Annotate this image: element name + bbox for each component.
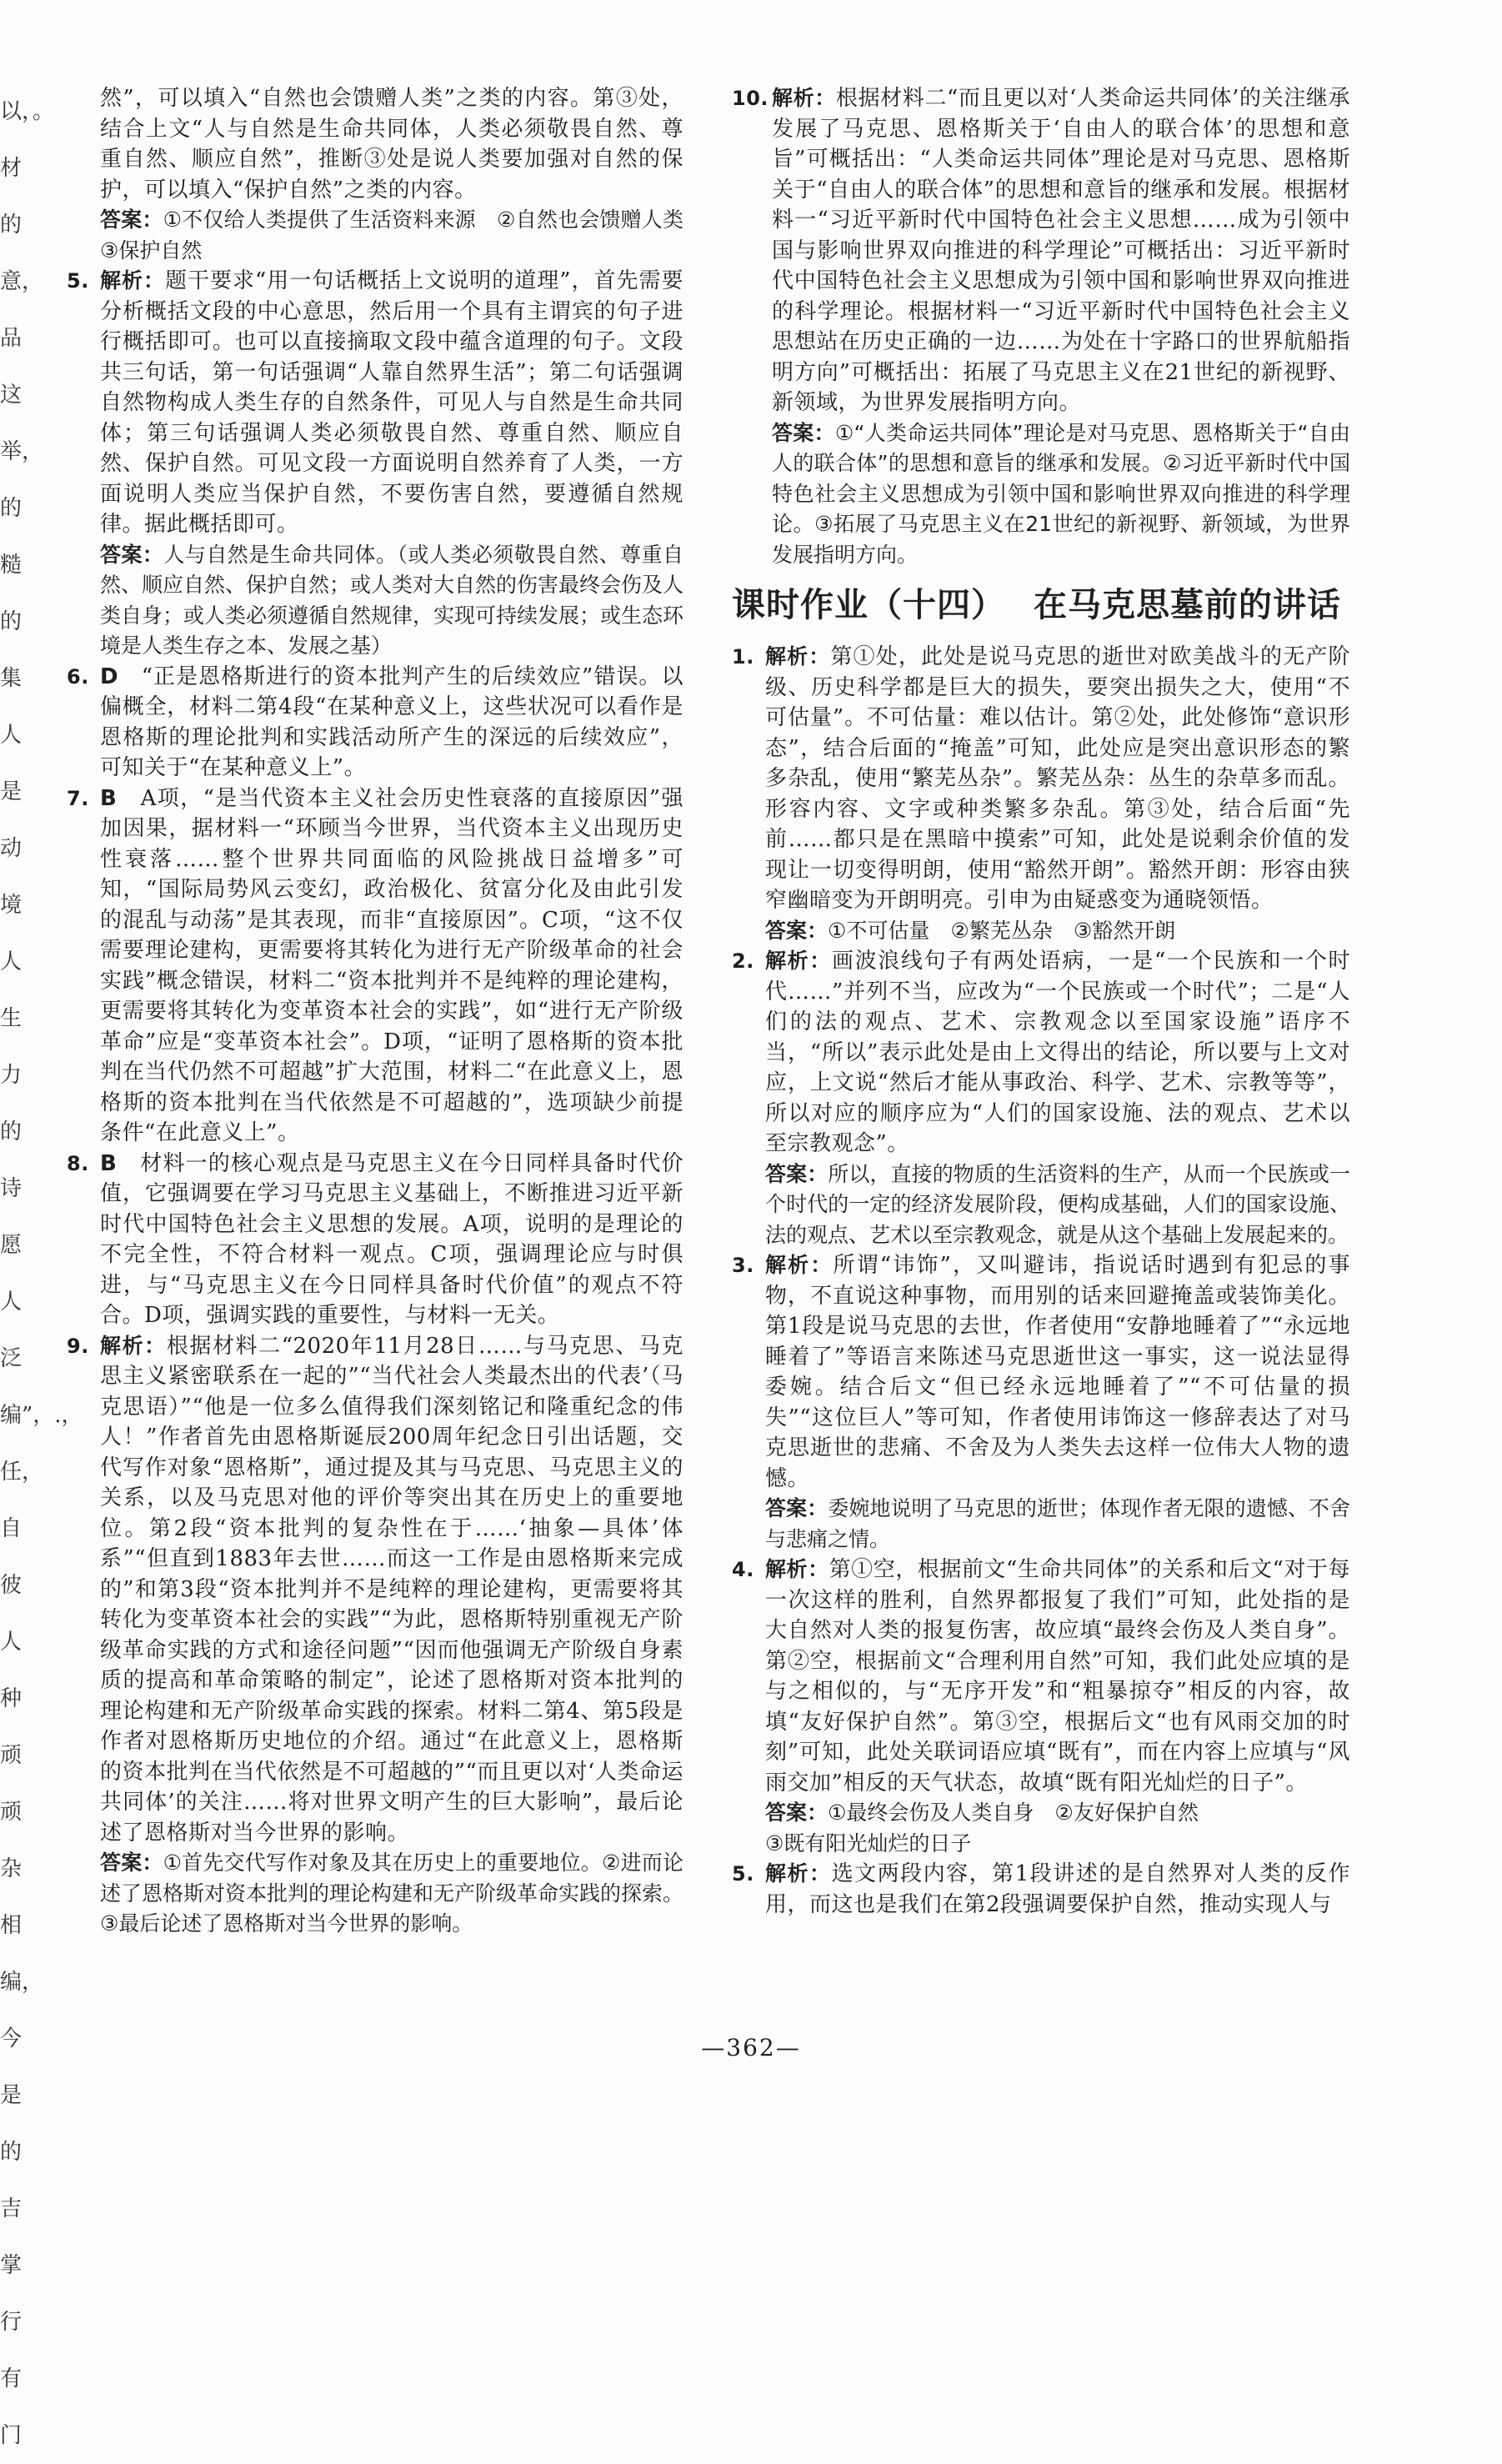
analysis-text: 画波浪线句子有两处语病，一是“一个民族和一个时代……”并列不当，应改为“一个民族或一个时代”；二是“人们的法的观点、艺术、宗教观念以至国家设施”语序不当，“所以”表示此处是由上文得出的结论，所以要与上文对应，上文说“然后才能从事政治、科学、艺术、宗教等等”，所以对应的顺序应为“人们的国家设施、法的观点、艺术以至宗教观念”。 [765,949,1350,1156]
analysis-label: 解析： [772,86,836,110]
question-8 [67,1149,683,1331]
question-6 [67,662,683,784]
analysis-label: 解析： [765,1861,832,1886]
section-answer-4-continued: ③既有阳光灿烂的日子 [765,1830,972,1856]
adjacent-page-margin-text: 以，。材的意，品这举，的糙的集人是动境人生力的诗愿人泛编”，.，任，自彼人种顽顽杂相编，今是的吉掌行有门 [0,99,83,2448]
section-title-label: 课时作业（十四） [732,586,1005,624]
analysis-label: 解析： [765,949,832,973]
question-10 [732,83,1350,418]
question-number: 7. [67,786,89,810]
analysis-label: 解析： [765,1253,834,1277]
analysis-text: 根据材料二“2020年11月28日……与马克思、马克思主义紧密联系在一起的”“当代社会人类最杰出的代表’（马克思语）”“他是一位多么值得我们深刻铭记和隆重纪念的伟人！”作者首先由恩格斯诞辰200周年纪念日引出话题，交代写作对象“恩格斯”，通过提及其与马克思、马克思主义的关系，以及马克思对他的评价等突出其在历史上的重要地位。第2段“资本批判的复杂性在于……‘抽象—具体’体系”“但直到1883年去世……而这一工作是由恩格斯来完成的”和第3段“资本批判并不是纯粹的理论建构，更需要将其转化为变革资本社会的实践”“为此，恩格斯特别重视无产阶级革命实践的方式和途径问题”“因而他强调无产阶级自身素质的提高和革命策略的制定”，论述了恩格斯对资本批判的理论构建和无产阶级革命实践的探索。材料二第4、第5段是作者对恩格斯历史地位的介绍。通过“在此意义上，恩格斯的资本批判在当代依然是不可超越的”“而且更以对‘人类命运共同体’的关注……将对世界文明产生的巨大影响”，最后论述了恩格斯对当今世界的影响。 [100,1333,683,1845]
question-number: 5. [67,269,89,293]
analysis-text: “正是恩格斯进行的资本批判产生的后续效应”错误。以偏概全，材料二第4段“在某种意义上，这些状况可以看作是恩格斯的理论批判和实践活动所产生的深远的后续效应”，可知关于“在某种意义上”。 [100,664,683,780]
answer-5: 答案：人与自然是生命共同体。（或人类必须敬畏自然、尊重自然、顺应自然、保护自然；或人类对大自然的伤害最终会伤及人类自身；或人类必须遵循自然规律，实现可持续发展；或生态环境是人类生存之本、发展之基） [100,542,684,658]
continued-analysis: 然”，可以填入“自然也会馈赠人类”之类的内容。第③处，结合上文“人与自然是生命共同体，人类必须敬畏自然、尊重自然、顺应自然”，推断③处是说人类要加强对自然的保护，可以填入“保护自然”之类的内容。 [100,86,683,203]
analysis-label: 解析： [765,1557,829,1581]
section-answer-1: 答案：①不可估量 ②繁芜丛杂 ③豁然开朗 [765,918,1176,943]
right-column [732,83,1350,1920]
answer-prev: 答案：①不仅给人类提供了生活资料来源 ②自然也会馈赠人类 ③保护自然 [100,208,705,263]
choice-letter: B [100,1150,118,1176]
question-number: 1. [732,645,754,669]
analysis-text: 所谓“讳饰”，又叫避讳，指说话时遇到有犯忌的事物，不直说这种事物，而用别的话来回避掩盖或装饰美化。第1段是说马克思的去世，作者使用“安静地睡着了”“永远地睡着了”等语言来陈述马克思逝世这一事实，这一说法显得委婉。结合后文“但已经永远地睡着了”“不可估量的损失”“这位巨人”等可知，作者使用讳饰这一修辞表达了对马克思逝世的悲痛、不舍及为人类失去这样一位伟大人物的遗憾。 [765,1253,1350,1491]
question-number: 6. [67,664,89,689]
analysis-text: 材料一的核心观点是马克思主义在今日同样具备时代价值，它强调要在学习马克思主义基础上，不断推进习近平新时代中国特色社会主义思想的发展。A项，说明的是理论的不完全性，不符合材料一观点。C项，强调理论应与时俱进，与“马克思主义在今日同样具备时代价值”的观点不符合。D项，强调实践的重要性，与材料一无关。 [100,1150,683,1328]
section-answer-3: 答案：委婉地说明了马克思的逝世；体现作者无限的遗憾、不舍与悲痛之情。 [765,1496,1350,1551]
answer-label: 答案： [765,1800,829,1825]
left-column [67,83,705,1940]
answer-9: 答案：①首先交代写作对象及其在历史上的重要地位。②进而论述了恩格斯对资本批判的理论构建和无产阶级革命实践的探索。③最后论述了恩格斯对当今世界的影响。 [100,1851,684,1936]
question-number: 5. [732,1862,754,1886]
section-question-3 [732,1250,1350,1494]
question-9 [67,1331,683,1849]
page-number: —362— [701,2034,801,2061]
analysis-label: 解析： [100,1333,167,1358]
choice-letter: D [100,664,119,689]
analysis-text: A项，“是当代资本主义社会历史性衰落的直接原因”强加因果，据材料一“环顾当今世界，当代资本主义出现历史性衰落……整个世界共同面临的风险挑战日益增多”可知，“国际局势风云变幻，政治极化、贫富分化及由此引发的混乱与动荡”是其表现，而非“直接原因”。C项，“这不仅需要理论建构，更需要将其转化为进行无产阶级革命的社会实践”概念错误，材料二“资本批判并不是纯粹的理论建构，更需要将其转化为变革资本社会的实践”，如“进行无产阶级革命”应是“变革资本社会”。D项，“证明了恩格斯的资本批判在当代仍然不可超越”扩大范围，材料二“在此意义上，恩格斯的资本批判在当代依然是不可超越的”，选项缺少前提条件“在此意义上”。 [100,785,683,1145]
question-number: 3. [732,1254,754,1277]
section-question-4 [732,1555,1350,1798]
analysis-label: 解析： [765,644,831,669]
choice-letter: B [100,785,118,811]
answer-label: 答案： [765,1496,829,1520]
question-number: 8. [67,1151,89,1175]
analysis-text: 根据材料二“而且更以对‘人类命运共同体’的关注继承发展了马克思、恩格斯关于‘自由人的联合体’的思想和意旨”可概括出：“人类命运共同体”理论是对马克思、恩格斯关于“自由人的联合体”的思想和意旨的继承和发展。根据材料一“习近平新时代中国特色社会主义思想……成为引领中国与影响世界双向推进的科学理论”可概括出：习近平新时代中国特色社会主义思想成为引领中国和影响世界双向推进的科学理论。根据材料一“习近平新时代中国特色社会主义思想站在历史正确的一边……为处在十字路口的世界航船指明方向”可概括出：拓展了马克思主义在21世纪的新视野、新领域，为世界发展指明方向。 [772,86,1350,415]
question-5 [67,266,683,540]
section-answer-4: 答案：①最终会伤及人类自身 ②友好保护自然 [765,1800,1199,1825]
question-7 [67,784,683,1149]
analysis-text: 题干要求“用一句话概括上文说明的道理”，首先需要分析概括文段的中心意思，然后用一个具有主谓宾的句子进行概括即可。也可以直接摘取文段中蕴含道理的句子。文段共三句话，第一句话强调“人靠自然界生活”；第二句话强调自然物构成人类生存的自然条件，可见人与自然是生命共同体；第三句话强调人类必须敬畏自然、尊重自然、顺应自然、保护自然。可见文段一方面说明自然养育了人类，一方面说明人类应当保护自然，不要伤害自然，要遵循自然规律。据此概括即可。 [100,268,683,537]
answer-label: 答案： [765,918,829,943]
question-number: 9. [67,1334,89,1358]
section-question-5 [732,1859,1350,1920]
analysis-text: 选文两段内容，第1段讲述的是自然界对人类的反作用，而这也是我们在第2段强调要保护自然，推动实现人与 [765,1861,1350,1917]
answer-label: 答案： [100,208,163,232]
analysis-text: 第①处，此处是说马克思的逝世对欧美战斗的无产阶级、历史科学都是巨大的损失，要突出损失之大，使用“不可估量”。不可估量：难以估计。第②处，此处修饰“意识形态”，结合后面的“掩盖”可知，此处应是突出意识形态的繁多杂乱，使用“繁芜丛杂”。繁芜丛杂：丛生的杂草多而乱。形容内容、文字或种类繁多杂乱。第③处，结合后面“先前……都只是在黑暗中摸索”可知，此处是说剩余价值的发现让一切变得明朗，使用“豁然开朗”。豁然开朗：形容由狭窄幽暗变为开朗明亮。引申为由疑惑变为通晓领悟。 [765,644,1350,913]
section-title-text: 在马克思墓前的讲话 [1034,586,1341,624]
answer-label: 答案： [772,420,835,445]
answer-label: 答案： [765,1161,829,1186]
analysis-label: 解析： [100,268,165,293]
section-title [732,580,1350,630]
question-number: 10. [732,87,769,110]
answer-10: 答案：①“人类命运共同体”理论是对马克思、恩格斯关于“自由人的联合体”的思想和意旨的继承和发展。②习近平新时代中国特色社会主义思想成为引领中国和影响世界双向推进的科学理论。③拓展了马克思主义在21世纪的新视野、新领域，为世界发展指明方向。 [772,420,1350,567]
section-question-2 [732,946,1350,1159]
analysis-text: 第①空，根据前文“生命共同体”的关系和后文“对于每一次这样的胜利，自然界都报复了我们”可知，此处指的是大自然对人类的报复伤害，故应填“最终会伤及人类自身”。第②空，根据前文“合理利用自然”可知，我们此处应填的是与之相似的，与“无序开发”和“粗暴掠夺”相反的内容，故填“友好保护自然”。第③空，根据后文“也有风雨交加的时刻”可知，此处关联词语应填“既有”，而在内容上应填与“风雨交加”相反的天气状态，故填“既有阳光灿烂的日子”。 [765,1557,1350,1795]
section-question-1 [732,642,1350,916]
question-number: 4. [732,1558,754,1581]
answer-label: 答案： [100,1851,163,1875]
answer-label: 答案： [100,542,164,567]
section-answer-2: 答案：所以，直接的物质的生活资料的生产，从而一个民族或一个时代的一定的经济发展阶段，便构成基础，人们的国家设施、法的观点、艺术以至宗教观念，就是从这个基础上发展起来的。 [765,1161,1350,1247]
question-number: 2. [732,949,754,973]
